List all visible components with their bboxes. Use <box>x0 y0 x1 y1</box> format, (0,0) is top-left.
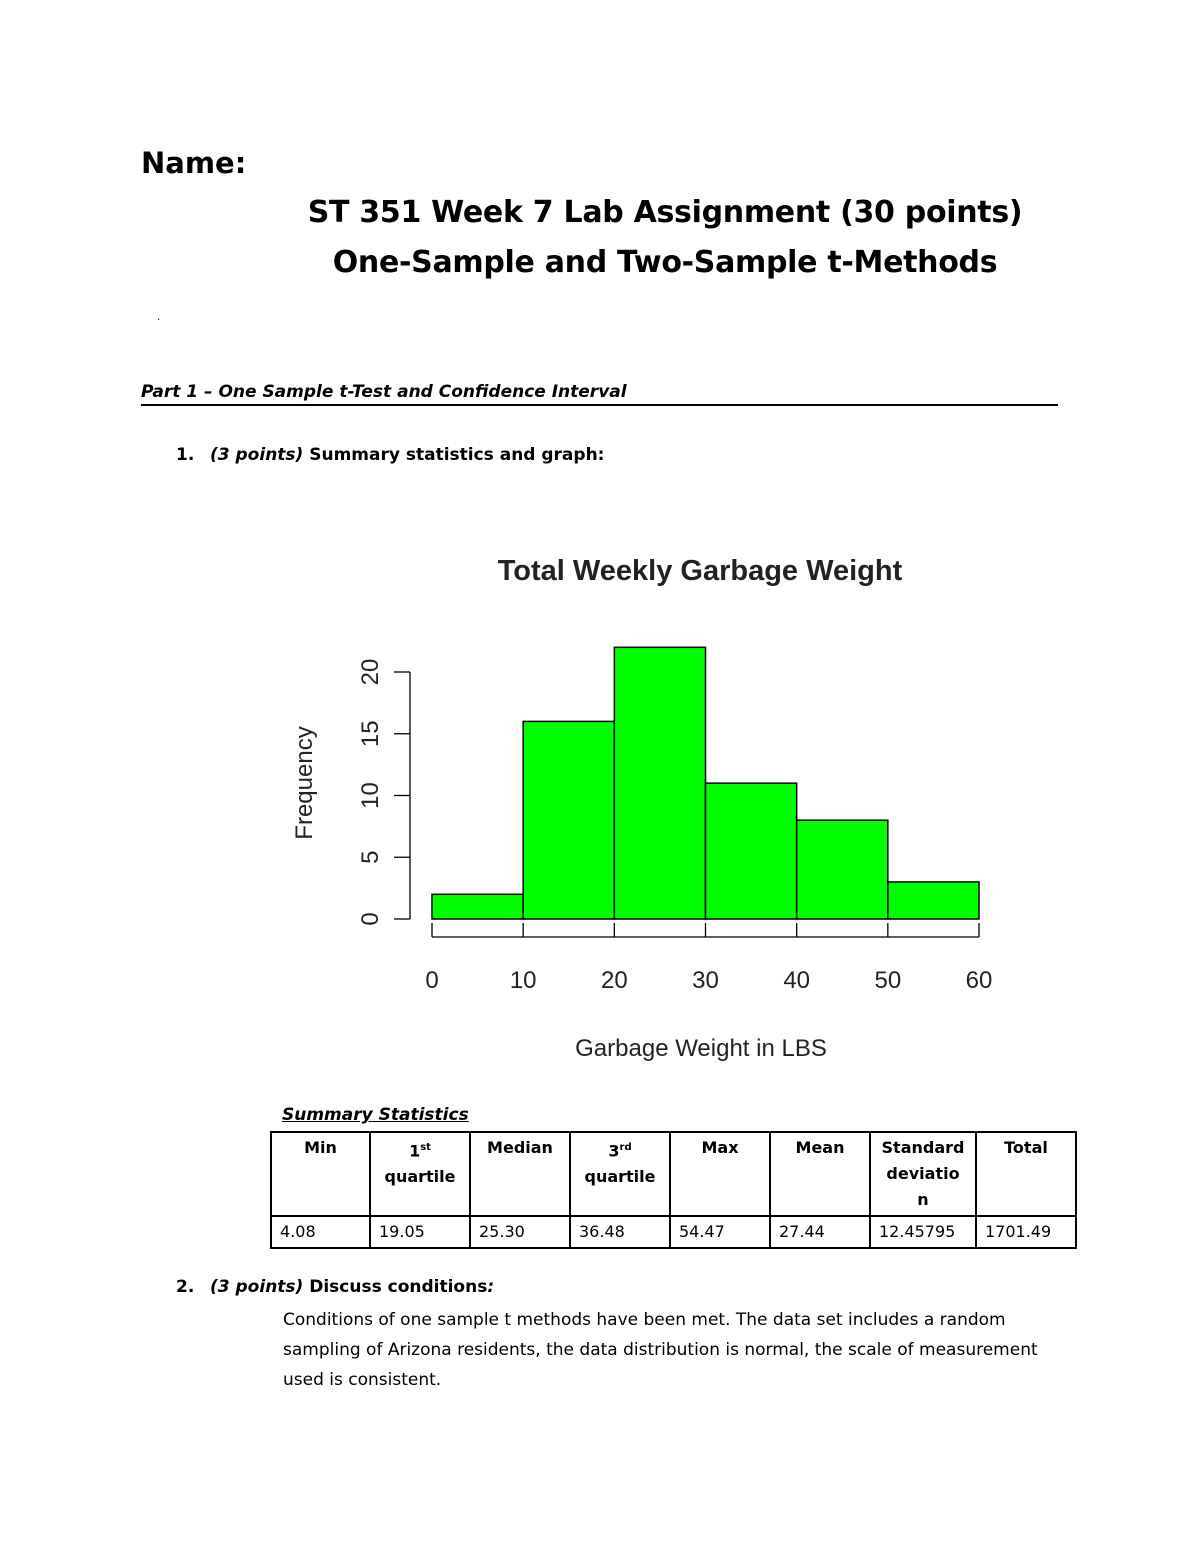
question-2-points: (3 points) <box>210 1277 304 1297</box>
histogram-bar <box>523 721 614 919</box>
histogram-bar <box>797 820 888 919</box>
x-tick-label: 60 <box>965 967 993 994</box>
question-1-text: Summary statistics and graph: <box>309 445 605 465</box>
x-tick-label: 10 <box>509 967 537 994</box>
header-third-quartile: 3rd quartile <box>570 1132 670 1216</box>
header-median: Median <box>470 1132 570 1216</box>
value-first-quartile: 19.05 <box>370 1216 470 1248</box>
question-2: 2. (3 points) Discuss conditions: <box>176 1277 495 1297</box>
question-1-number: 1. <box>176 445 195 465</box>
summary-statistics-caption: Summary Statistics <box>282 1105 469 1125</box>
x-tick-label: 0 <box>425 967 439 994</box>
histogram-bar <box>614 647 705 919</box>
part1-divider <box>141 404 1058 406</box>
part1-heading: Part 1 – One Sample t-Test and Confidence Interval <box>141 382 627 402</box>
x-tick-label: 40 <box>783 967 811 994</box>
value-max: 54.47 <box>670 1216 770 1248</box>
x-tick-label: 30 <box>692 967 719 994</box>
value-third-quartile: 36.48 <box>570 1216 670 1248</box>
y-tick-label: 20 <box>357 658 384 686</box>
stray-mark: . <box>157 312 161 323</box>
header-min: Min <box>271 1132 370 1216</box>
x-tick-label: 50 <box>874 967 902 994</box>
y-tick-label: 5 <box>357 850 384 864</box>
histogram-bar <box>888 882 979 919</box>
y-tick-label: 0 <box>357 912 384 926</box>
question-1 <box>176 445 604 465</box>
value-min: 4.08 <box>271 1216 370 1248</box>
header-mean: Mean <box>770 1132 870 1216</box>
histogram-bar <box>432 894 523 919</box>
summary-statistics-table <box>270 1131 1077 1249</box>
y-axis-label: Frequency <box>291 726 318 840</box>
x-tick-label: 20 <box>600 967 628 994</box>
chart-title: Total Weekly Garbage Weight <box>497 555 903 587</box>
question-2-text: Discuss conditions <box>309 1277 488 1297</box>
assignment-subtitle: One-Sample and Two-Sample t-Methods <box>332 245 998 280</box>
histogram-bar <box>706 783 797 919</box>
value-median: 25.30 <box>470 1216 570 1248</box>
assignment-title: ST 351 Week 7 Lab Assignment (30 points) <box>307 195 1023 230</box>
value-mean: 27.44 <box>770 1216 870 1248</box>
y-tick-label: 15 <box>357 720 384 748</box>
x-axis-label: Garbage Weight in LBS <box>575 1035 827 1062</box>
question-1-points: (3 points) <box>210 445 304 465</box>
question-2-number: 2. <box>176 1277 195 1297</box>
header-standard-deviation: Standard deviatio n <box>870 1132 976 1216</box>
table-header-row <box>271 1132 1076 1216</box>
table-row <box>271 1216 1076 1248</box>
header-total: Total <box>976 1132 1076 1216</box>
header-first-quartile: 1st quartile <box>370 1132 470 1216</box>
y-tick-label: 10 <box>357 782 384 809</box>
name-label: Name: <box>141 146 247 180</box>
value-standard-deviation: 12.45795 <box>870 1216 976 1248</box>
question-2-answer: Conditions of one sample t methods have been met. The data set includes a random sampling of Arizona residents, the data distribution is normal, the scale of measurement used is consistent. <box>283 1310 1038 1390</box>
histogram-chart <box>270 540 1010 1080</box>
value-total: 1701.49 <box>976 1216 1076 1248</box>
header-max: Max <box>670 1132 770 1216</box>
